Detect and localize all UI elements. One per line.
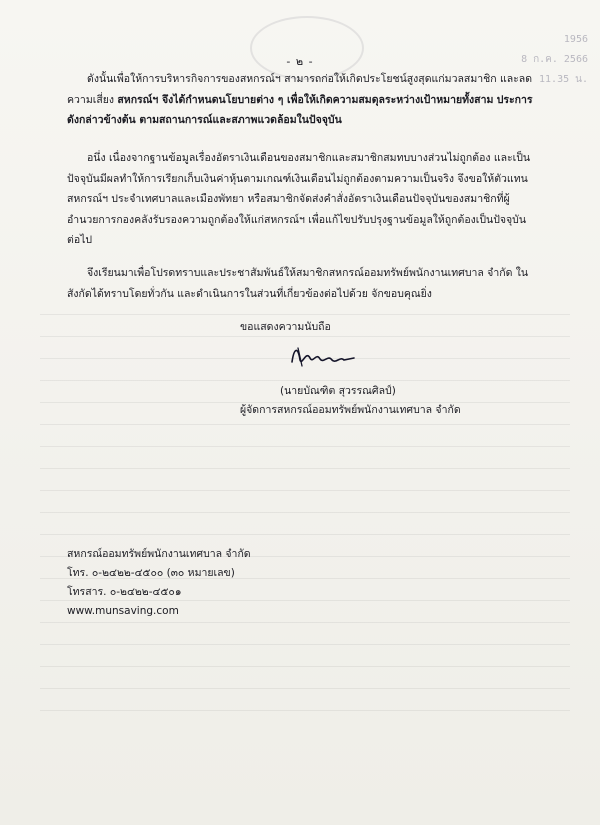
- footer-contact: [67, 545, 251, 621]
- paragraph-2-text: อนึ่ง เนื่องจากฐานข้อมูลเรื่องอัตราเงินเดือนของสมาชิกและสมาชิกสมทบบางส่วนไม่ถูกต้อง และเป็นปัจจุบันมีผลทำให้การเรียกเก็บเงินค่าหุ้นตามเกณฑ์เงินเดือนไม่ถูกต้องตามความเป็นจริง จึงขอให้ตัวแทนสหกรณ์ฯ ประจำเทศบาลและเมืองพัทยา หรือสมาชิกจัดส่งคำสั่งอัตราเงินเดือนปัจจุบันของสมาชิกที่ผู้อำนวยการกองคลังรับรองความถูกต้องให้แก่สหกรณ์ฯ เพื่อแก้ไขปรับปรุงฐานข้อมูลให้ถูกต้องเป็นปัจจุบันต่อไป: [67, 152, 531, 246]
- paragraph-request: [67, 263, 537, 304]
- footer-organization: สหกรณ์ออมทรัพย์พนักงานเทศบาล จำกัด: [67, 548, 251, 560]
- stamp-date: 8 ก.ค. 2566: [521, 54, 588, 65]
- paragraph-3-text: จึงเรียนมาเพื่อโปรดทราบและประชาสัมพันธ์ให้สมาชิกสหกรณ์ออมทรัพย์พนักงานเทศบาล จำกัด ในสังกัดได้ทราบโดยทั่วกัน และดำเนินการในส่วนที่เกี่ยวข้องต่อไปด้วย จักขอบคุณยิ่ง: [67, 267, 529, 300]
- paragraph-1-policy-bold: สหกรณ์ฯ จึงได้กำหนดนโยบายต่าง ๆ เพื่อให้เกิดความสมดุลระหว่างเป้าหมายทั้งสาม: [117, 93, 494, 106]
- stamp-time: 11.35 น.: [539, 74, 588, 85]
- signer-name: (นายบัณฑิต สุวรรณศิลป์): [280, 385, 396, 397]
- signer-title: ผู้จัดการสหกรณ์ออมทรัพย์พนักงานเทศบาล จำกัด: [240, 404, 461, 416]
- signature: [288, 340, 358, 370]
- paragraph-salary-data: [67, 148, 537, 251]
- footer-fax: โทรสาร. ๐-๒๔๒๒-๔๕๐๑: [67, 586, 182, 598]
- stamp-number: 1956: [563, 34, 588, 45]
- paragraph-1-context-bold: ประการดังกล่าวข้างต้น ตามสถานการณ์และสภาพแวดล้อมในปัจจุบัน: [67, 93, 533, 126]
- page-number: - ๒ -: [286, 55, 314, 68]
- footer-website: www.munsaving.com: [67, 605, 179, 617]
- paragraph-1-risk: และลดความเสี่ยง: [67, 73, 533, 106]
- paragraph-1-line-1: ดังนั้นเพื่อให้การบริหารกิจการของสหกรณ์ฯ สามารถก่อให้เกิดประโยชน์สูงสุดแก่มวลสมาชิก: [87, 73, 497, 85]
- closing-salutation: ขอแสดงความนับถือ: [240, 321, 331, 333]
- paragraph-policy: [67, 69, 537, 131]
- footer-phone: โทร. ๐-๒๔๒๒-๔๕๐๐ (๓๐ หมายเลข): [67, 567, 235, 579]
